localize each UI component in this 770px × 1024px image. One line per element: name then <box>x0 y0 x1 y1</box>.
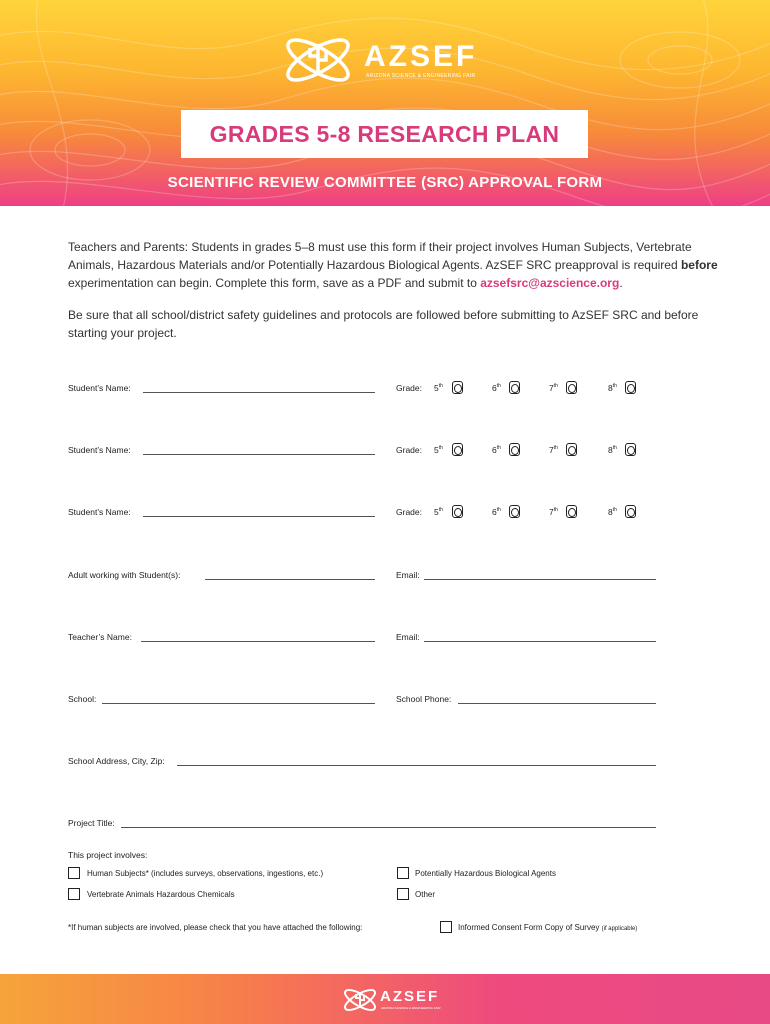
human-subjects-label: Human Subjects* (includes surveys, observations, ingestions, etc.) <box>87 869 324 878</box>
school-field[interactable] <box>102 703 375 704</box>
intro-text <box>68 238 718 356</box>
other-checkbox[interactable] <box>397 888 409 900</box>
other-label: Other <box>415 890 436 899</box>
grade-option-label: 7th <box>549 507 558 517</box>
footer-logo-wordmark: AZSEF <box>380 988 440 1005</box>
school-phone-field[interactable] <box>458 703 656 704</box>
attachments-label: Informed Consent Form Copy of Survey (if applicable) <box>458 923 638 932</box>
azsef-logo <box>278 34 498 86</box>
intro-paragraph-1: Teachers and Parents: Students in grades 5–8 must use this form if their project involves Human Subjects, Vertebrate Animals, Hazardous Materials and/or Potentially Hazardous Biological Agents. AzSEF SRC preapproval is required before experimentation can begin. Complete this form, save as a PDF and submit to azsefsrc@azscience.org. <box>68 240 718 290</box>
school-address-label: School Address, City, Zip: <box>68 756 165 766</box>
involves-label: This project involves: <box>68 850 148 860</box>
student-name-label: Student’s Name: <box>68 507 131 517</box>
adult-label: Adult working with Student(s): <box>68 570 181 580</box>
intro-paragraph-2: Be sure that all school/district safety guidelines and protocols are followed before submitting to AzSEF SRC and before starting your project. <box>68 308 699 340</box>
grade-option-label: 5th <box>434 383 443 393</box>
grade-6-radio-2[interactable] <box>509 443 520 456</box>
grade-7-radio-3[interactable] <box>566 505 577 518</box>
grade-option-label: 5th <box>434 507 443 517</box>
adult-name-field[interactable] <box>205 579 375 580</box>
footer-banner <box>0 974 770 1024</box>
footer-logo-subtext: ARIZONA SCIENCE & ENGINEERING FAIR <box>381 1006 441 1010</box>
grade-option-label: 8th <box>608 507 617 517</box>
teacher-email-field[interactable] <box>424 641 656 642</box>
logo-subtext: ARIZONA SCIENCE & ENGINEERING FAIR <box>366 73 476 79</box>
page-subtitle: SCIENTIFIC REVIEW COMMITTEE (SRC) APPROVAL FORM <box>167 174 603 191</box>
grade-option-label: 6th <box>492 383 501 393</box>
teacher-email-label: Email: <box>396 632 420 642</box>
adult-email-field[interactable] <box>424 579 656 580</box>
grade-8-radio-2[interactable] <box>625 443 636 456</box>
student-name-field-3[interactable] <box>143 516 375 517</box>
grade-label: Grade: <box>396 383 422 393</box>
grade-option-label: 5th <box>434 445 443 455</box>
grade-7-radio-1[interactable] <box>566 381 577 394</box>
grade-6-radio-3[interactable] <box>509 505 520 518</box>
grade-option-label: 7th <box>549 383 558 393</box>
human-subjects-checkbox[interactable] <box>68 867 80 879</box>
grade-8-radio-1[interactable] <box>625 381 636 394</box>
project-title-label: Project Title: <box>68 818 115 828</box>
biological-agents-checkbox[interactable] <box>397 867 409 879</box>
grade-option-label: 6th <box>492 445 501 455</box>
grade-label: Grade: <box>396 507 422 517</box>
grade-8-radio-3[interactable] <box>625 505 636 518</box>
grade-option-label: 8th <box>608 383 617 393</box>
student-name-label: Student’s Name: <box>68 445 131 455</box>
teacher-label: Teacher’s Name: <box>68 632 132 642</box>
project-title-field[interactable] <box>121 827 656 828</box>
grade-5-radio-3[interactable] <box>452 505 463 518</box>
attachments-checkbox[interactable] <box>440 921 452 933</box>
grade-5-radio-2[interactable] <box>452 443 463 456</box>
grade-6-radio-1[interactable] <box>509 381 520 394</box>
student-name-label: Student’s Name: <box>68 383 131 393</box>
school-label: School: <box>68 694 97 704</box>
student-name-field-1[interactable] <box>143 392 375 393</box>
atom-cactus-icon <box>278 34 358 86</box>
vertebrate-chemicals-checkbox[interactable] <box>68 888 80 900</box>
submission-email-link[interactable]: azsefsrc@azscience.org <box>480 276 620 290</box>
logo-wordmark: AZSEF <box>364 40 478 73</box>
student-name-field-2[interactable] <box>143 454 375 455</box>
page-title: GRADES 5-8 RESEARCH PLAN <box>209 120 560 147</box>
adult-email-label: Email: <box>396 570 420 580</box>
grade-7-radio-2[interactable] <box>566 443 577 456</box>
grade-label: Grade: <box>396 445 422 455</box>
grade-option-label: 7th <box>549 445 558 455</box>
grade-5-radio-1[interactable] <box>452 381 463 394</box>
school-address-field[interactable] <box>177 765 656 766</box>
school-phone-label: School Phone: <box>396 694 452 704</box>
grade-option-label: 6th <box>492 507 501 517</box>
human-subjects-note: *If human subjects are involved, please check that you have attached the following: <box>68 923 363 932</box>
header-banner <box>0 0 770 206</box>
grade-option-label: 8th <box>608 445 617 455</box>
teacher-name-field[interactable] <box>141 641 375 642</box>
page-title-box <box>181 110 588 158</box>
biological-agents-label: Potentially Hazardous Biological Agents <box>415 869 556 878</box>
vertebrate-chemicals-label: Vertebrate Animals Hazardous Chemicals <box>87 890 235 899</box>
